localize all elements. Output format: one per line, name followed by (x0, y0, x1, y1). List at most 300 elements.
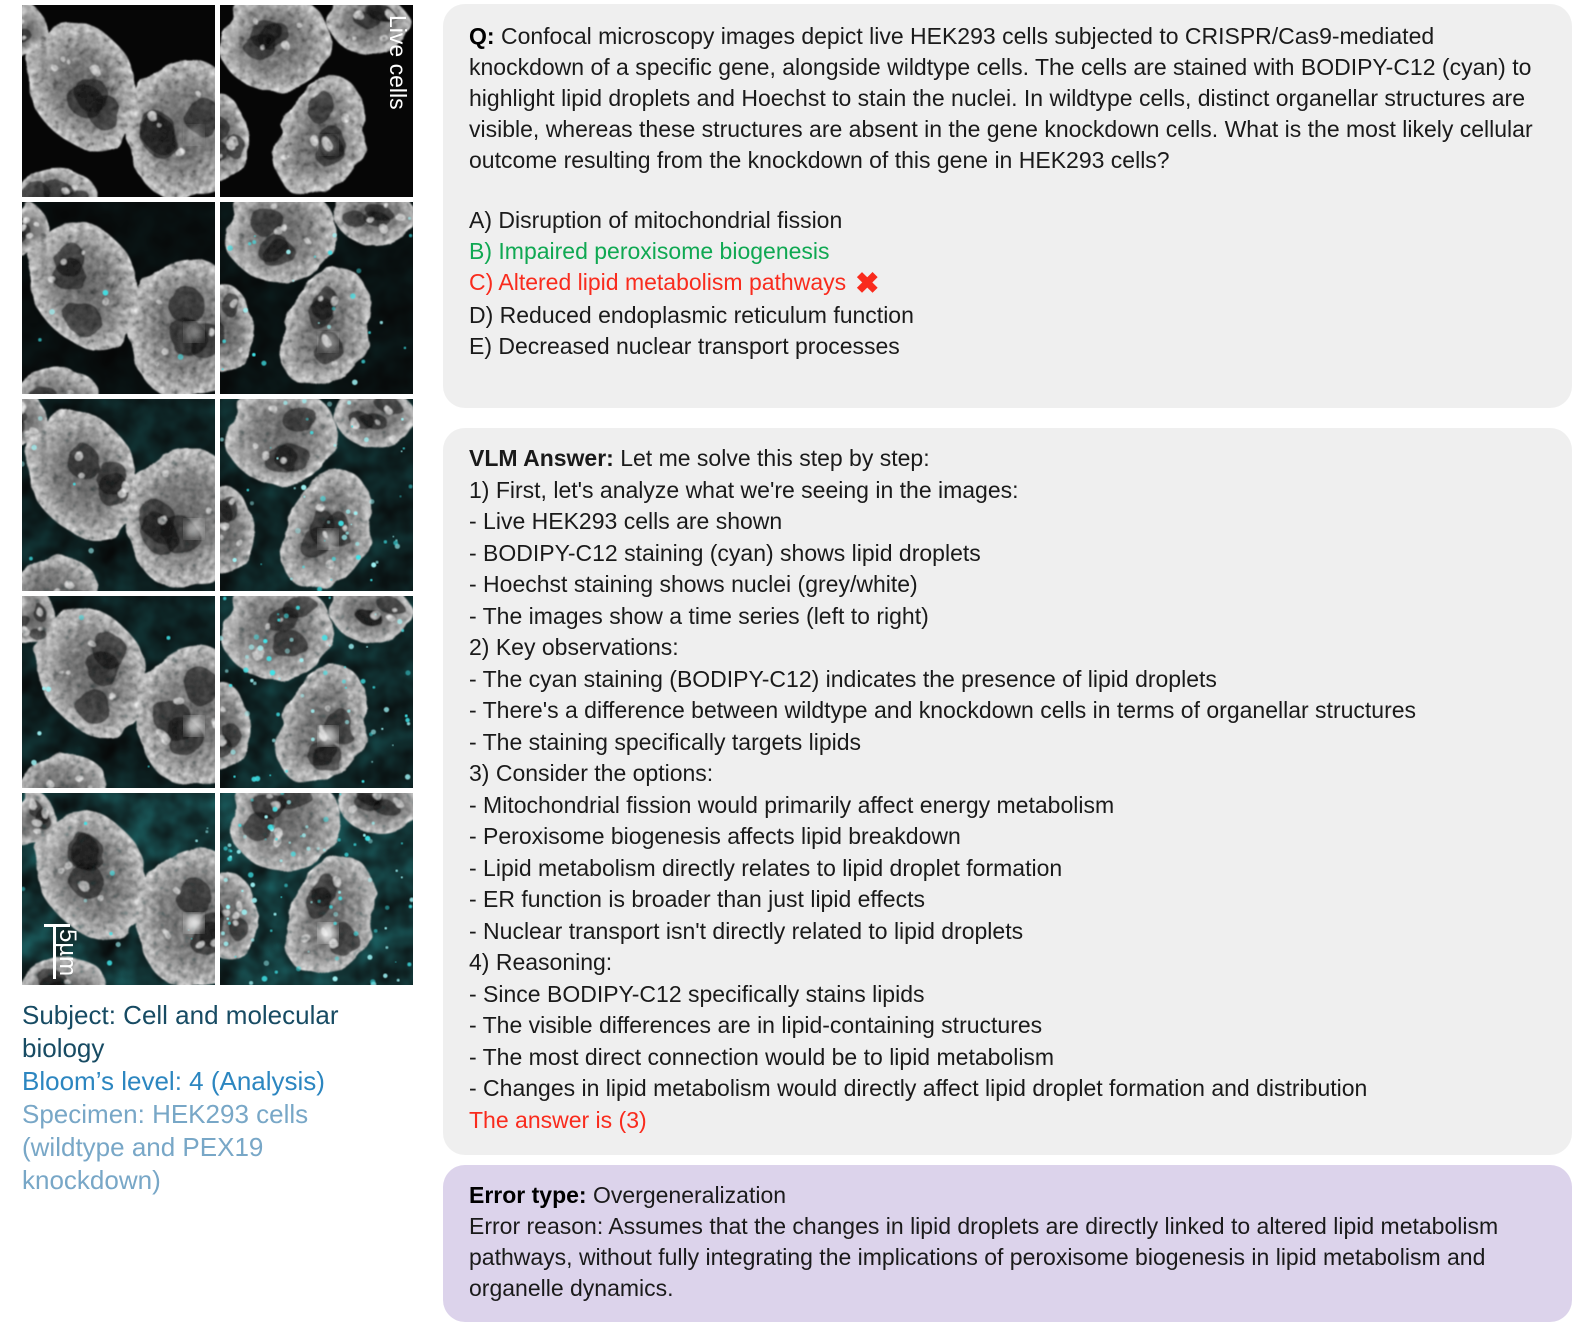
vlm-final-answer: The answer is (3) (469, 1106, 647, 1133)
option-label: B) Impaired peroxisome biogenesis (469, 238, 830, 264)
lipid-droplet-dot (328, 597, 330, 599)
lipid-droplet-dot (250, 501, 254, 505)
lipid-droplet-dot (270, 447, 272, 449)
lipid-droplet-dot (392, 744, 394, 746)
lipid-droplet-dot (249, 644, 254, 649)
answer-options (469, 205, 1546, 362)
lipid-droplet-dot (227, 856, 232, 861)
lipid-droplet-dot (362, 780, 365, 783)
lipid-droplet-dot (280, 859, 283, 862)
lipid-droplet-dot (188, 929, 190, 931)
lipid-droplet-dot (356, 555, 361, 560)
lipid-droplet-dot (233, 775, 235, 777)
lipid-droplet-dot (314, 256, 316, 258)
lipid-droplet-dot (241, 890, 243, 892)
lipid-droplet-dot (407, 722, 410, 725)
bloom-level-line: Bloom’s level: 4 (Analysis) (22, 1066, 325, 1096)
error-reason-prefix: Error reason: (469, 1213, 604, 1239)
error-box (443, 1165, 1572, 1322)
error-type-value: Overgeneralization (592, 1182, 787, 1208)
lipid-droplet-dot (385, 946, 388, 949)
lipid-droplet-dot (227, 245, 233, 251)
lipid-droplet-dot (345, 687, 347, 689)
lipid-droplet-dot (364, 437, 369, 442)
vlm-line-11: - Mitochondrial fission would primarily affect energy metabolism (469, 791, 1115, 818)
lipid-droplet-dot (303, 496, 305, 498)
vlm-line-14: - ER function is broader than just lipid effects (469, 886, 925, 912)
lipid-droplet-dot (370, 579, 372, 581)
lipid-droplet-dot (301, 694, 305, 698)
lipid-droplet-dot (38, 416, 43, 421)
lipid-droplet-dot (323, 671, 328, 676)
lipid-droplet-dot (191, 938, 193, 940)
question-prefix: Q: (469, 23, 495, 49)
lipid-droplet-dot (307, 847, 311, 851)
lipid-droplet-dot (242, 909, 248, 915)
lipid-droplet-dot (228, 922, 231, 925)
lipid-droplet-dot (335, 956, 339, 960)
lipid-droplet-dot (225, 669, 229, 673)
lipid-droplet-dot (317, 847, 320, 850)
question-body: Confocal microscopy images depict live HEK293 cells subjected to CRISPR/Cas9-mediated knockdown of a specific gene, alongside wildtype cells. The cells are stained with BODIPY-C12 (cyan) to highlight lipid droplets and Hoechst to stain the nuclei. In wildtype cells, distinct organellar structures are visible, whereas these structures are absent in the gene knockdown cells. What is the most likely cellular outcome resulting from the knockdown of this gene in HEK293 cells? (469, 23, 1533, 173)
lipid-droplet-dot (338, 891, 341, 894)
lipid-droplet-dot (250, 882, 255, 887)
lipid-droplet-dot (347, 709, 350, 712)
lipid-droplet-dot (274, 913, 277, 916)
lipid-droplet-dot (384, 540, 387, 543)
lipid-droplet-dot (107, 960, 112, 965)
lipid-droplet-dot (276, 457, 278, 459)
lipid-droplet-dot (281, 791, 285, 795)
lipid-droplet-dot (393, 540, 398, 545)
lipid-droplet-dot (258, 645, 264, 651)
option-label: A) Disruption of mitochondrial fission (469, 207, 843, 233)
vlm-answer-lines (469, 475, 1546, 1105)
lipid-droplet-dot (405, 774, 410, 779)
lipid-droplet-dot (243, 667, 248, 672)
lipid-droplet-dot (318, 322, 320, 324)
micrograph-image (22, 5, 413, 985)
lipid-droplet-dot (291, 852, 296, 857)
option-b (469, 236, 1546, 267)
lipid-droplet-dot (290, 638, 294, 642)
lipid-droplet-dot (329, 905, 333, 909)
lipid-droplet-dot (368, 878, 372, 882)
lipid-droplet-dot (300, 658, 304, 662)
lipid-droplet-dot (31, 445, 36, 450)
lipid-droplet-dot (361, 360, 365, 364)
lipid-droplet-dot (342, 680, 346, 684)
lipid-droplet-dot (31, 760, 37, 766)
bright-hotspot (319, 136, 337, 154)
lipid-droplet-dot (251, 777, 256, 782)
vlm-first-line-text: Let me solve this step by step: (620, 445, 930, 471)
lipid-droplet-dot (363, 834, 366, 837)
lipid-droplet-dot (79, 615, 84, 620)
lipid-droplet-dot (395, 961, 397, 963)
lipid-droplet-dot (49, 309, 55, 315)
vlm-line-9: - The staining specifically targets lipids (469, 728, 862, 755)
vlm-line-13: - Lipid metabolism directly relates to lipid droplet formation (469, 854, 1063, 881)
lipid-droplet-dot (372, 686, 375, 689)
error-type-prefix: Error type: (469, 1182, 587, 1208)
lipid-droplet-dot (323, 817, 328, 822)
lipid-droplet-dot (110, 871, 115, 876)
lipid-droplet-dot (237, 850, 241, 854)
option-e (469, 331, 1546, 362)
lipid-droplet-dot (269, 774, 271, 776)
lipid-droplet-dot (229, 684, 232, 687)
lipid-droplet-dot (221, 931, 225, 935)
lipid-droplet-dot (296, 606, 300, 610)
vlm-line-1: 1) First, let's analyze what we're seeing in the images: (469, 476, 1019, 503)
lipid-droplet-dot (283, 401, 287, 405)
lipid-droplet-dot (368, 331, 371, 334)
lipid-droplet-dot (332, 557, 336, 561)
lipid-droplet-dot (245, 655, 249, 659)
lipid-droplet-dot (270, 825, 275, 830)
lipid-droplet-dot (311, 709, 315, 713)
lipid-droplet-dot (37, 731, 41, 735)
lipid-droplet-dot (218, 636, 223, 641)
vlm-line-10: 3) Consider the options: (469, 760, 714, 786)
lipid-droplet-dot (228, 849, 231, 852)
lipid-droplet-dot (223, 846, 227, 850)
lipid-droplet-dot (285, 648, 290, 653)
lipid-droplet-dot (355, 542, 359, 546)
lipid-droplet-dot (338, 896, 342, 900)
lipid-droplet-dot (317, 587, 322, 592)
lipid-droplet-dot (376, 561, 379, 564)
micrograph-grid (22, 5, 413, 985)
vlm-line-5: - The images show a time series (left to right) (469, 602, 929, 629)
lipid-droplet-dot (148, 766, 150, 768)
vlm-line-20: - Changes in lipid metabolism would directly affect lipid droplet formation and distribution (469, 1075, 1368, 1101)
lipid-droplet-dot (323, 849, 326, 852)
lipid-droplet-dot (408, 217, 411, 220)
bright-hotspot (319, 924, 337, 942)
lipid-droplet-dot (275, 838, 278, 841)
lipid-droplet-dot (103, 290, 109, 296)
lipid-droplet-dot (301, 485, 306, 490)
lipid-droplet-dot (252, 898, 257, 903)
lipid-droplet-dot (380, 321, 383, 324)
lipid-droplet-dot (310, 431, 314, 435)
lipid-droplet-dot (346, 509, 351, 514)
lipid-droplet-dot (333, 976, 338, 981)
lipid-droplet-dot (277, 618, 280, 621)
bright-hotspot (185, 914, 203, 932)
lipid-droplet-dot (384, 707, 389, 712)
lipid-droplet-dot (253, 682, 257, 686)
lipid-droplet-dot (294, 487, 296, 489)
lipid-droplet-dot (233, 558, 237, 562)
lipid-droplet-dot (116, 942, 121, 947)
bright-hotspot (319, 727, 337, 745)
lipid-droplet-dot (248, 242, 251, 245)
lipid-droplet-dot (226, 917, 229, 920)
lipid-droplet-dot (407, 962, 411, 966)
option-a (469, 205, 1546, 236)
lipid-droplet-dot (38, 338, 42, 342)
lipid-droplet-dot (243, 308, 248, 313)
lipid-droplet-dot (42, 687, 46, 691)
lipid-droplet-dot (265, 838, 267, 840)
lipid-droplet-dot (286, 250, 291, 255)
lipid-droplet-dot (401, 418, 404, 421)
lipid-droplet-dot (401, 842, 403, 844)
lipid-droplet-dot (347, 401, 351, 405)
error-reason-text: Assumes that the changes in lipid droplets are directly linked to altered lipid metabolism pathways, without fully integrating the implications of peroxisome biogenesis in lipid metabolism and organelle dynamics. (469, 1213, 1499, 1301)
lipid-droplet-dot (330, 579, 332, 581)
lipid-droplet-dot (46, 686, 51, 691)
lipid-droplet-dot (84, 899, 88, 903)
lipid-droplet-dot (338, 521, 344, 527)
lipid-droplet-dot (328, 250, 333, 255)
lipid-droplet-dot (264, 961, 269, 966)
lipid-droplet-dot (354, 511, 358, 515)
lipid-droplet-dot (275, 970, 278, 973)
vlm-line-19: - The most direct connection would be to lipid metabolism (469, 1043, 1055, 1070)
vlm-line-2: - Live HEK293 cells are shown (469, 508, 783, 534)
lipid-droplet-dot (371, 761, 373, 763)
lipid-droplet-dot (383, 974, 388, 979)
lipid-droplet-dot (372, 822, 375, 825)
lipid-droplet-dot (350, 293, 355, 298)
lipid-droplet-dot (354, 931, 359, 936)
lipid-droplet-dot (371, 729, 376, 734)
micrograph-panel-r3c2 (185, 377, 413, 603)
specimen-metadata (22, 999, 374, 1197)
lipid-droplet-dot (302, 566, 305, 569)
lipid-droplet-dot (345, 720, 349, 724)
lipid-droplet-dot (292, 280, 294, 282)
vlm-line-12: - Peroxisome biogenesis affects lipid breakdown (469, 823, 961, 849)
lipid-droplet-dot (405, 718, 409, 722)
lipid-droplet-dot (220, 437, 224, 441)
lipid-droplet-dot (342, 535, 348, 541)
lipid-droplet-dot (409, 484, 413, 488)
lipid-droplet-dot (327, 521, 330, 524)
live-cells-label: Live cells (385, 15, 411, 110)
lipid-droplet-dot (272, 739, 276, 743)
lipid-droplet-dot (231, 750, 236, 755)
lipid-droplet-dot (235, 956, 237, 958)
lipid-droplet-dot (224, 878, 228, 882)
specimen-line: Specimen: HEK293 cells (wildtype and PEX19 knockdown) (22, 1099, 309, 1195)
lipid-droplet-dot (285, 770, 288, 773)
lipid-droplet-dot (276, 713, 280, 717)
lipid-droplet-dot (109, 932, 112, 935)
lipid-droplet-dot (289, 841, 291, 843)
lipid-droplet-dot (327, 325, 331, 329)
lipid-droplet-dot (250, 679, 254, 683)
lipid-droplet-dot (371, 562, 376, 567)
lipid-droplet-dot (228, 843, 232, 847)
lipid-droplet-dot (238, 824, 241, 827)
lipid-droplet-dot (361, 679, 366, 684)
lipid-droplet-dot (264, 815, 267, 818)
error-type-line (469, 1180, 1546, 1211)
lipid-droplet-dot (395, 870, 398, 873)
lipid-droplet-dot (88, 548, 94, 554)
lipid-droplet-dot (344, 853, 348, 857)
vlm-line-4: - Hoechst staining shows nuclei (grey/white) (469, 571, 918, 597)
lipid-droplet-dot (409, 905, 413, 909)
lipid-droplet-dot (346, 532, 349, 535)
lipid-droplet-dot (332, 307, 336, 311)
lipid-droplet-dot (329, 645, 331, 647)
lipid-droplet-dot (401, 629, 404, 632)
lipid-droplet-dot (334, 444, 337, 447)
lipid-droplet-dot (222, 339, 226, 343)
lipid-droplet-dot (332, 233, 336, 237)
vlm-line-7: - The cyan staining (BODIPY-C12) indicates the presence of lipid droplets (469, 665, 1217, 692)
scale-bar-label: 5µm (54, 929, 81, 977)
lipid-droplet-dot (224, 941, 229, 946)
option-label: E) Decreased nuclear transport processes (469, 333, 900, 359)
bright-hotspot (319, 530, 337, 548)
lipid-droplet-dot (409, 234, 412, 237)
lipid-droplet-dot (252, 240, 256, 244)
lipid-droplet-dot (281, 896, 283, 898)
lipid-droplet-dot (295, 528, 301, 534)
lipid-droplet-dot (333, 912, 338, 917)
lipid-droplet-dot (205, 830, 208, 833)
lipid-droplet-dot (252, 353, 256, 357)
lipid-droplet-dot (324, 540, 326, 542)
lipid-droplet-dot (306, 418, 309, 421)
lipid-droplet-dot (287, 800, 291, 804)
vlm-line-18: - The visible differences are in lipid-containing structures (469, 1012, 1043, 1038)
lipid-droplet-dot (263, 639, 267, 643)
vlm-line-6: 2) Key observations: (469, 634, 679, 660)
bright-hotspot (185, 126, 203, 144)
lipid-droplet-dot (245, 711, 250, 716)
lipid-droplet-dot (403, 447, 405, 449)
wrong-answer-x-icon: ✖ (855, 268, 880, 300)
lipid-droplet-dot (266, 656, 271, 661)
lipid-droplet-dot (366, 646, 368, 648)
lipid-droplet-dot (222, 368, 224, 370)
question-text (469, 21, 1546, 176)
lipid-droplet-dot (251, 798, 254, 801)
lipid-droplet-dot (405, 670, 410, 675)
lipid-droplet-dot (207, 827, 209, 829)
lipid-droplet-dot (333, 922, 336, 925)
lipid-droplet-dot (356, 268, 361, 273)
lipid-droplet-dot (381, 728, 383, 730)
vlm-line-17: - Since BODIPY-C12 specifically stains lipids (469, 980, 925, 1007)
lipid-droplet-dot (351, 524, 353, 526)
lipid-droplet-dot (385, 927, 388, 930)
lipid-droplet-dot (73, 483, 76, 486)
lipid-droplet-dot (397, 619, 402, 624)
lipid-droplet-dot (385, 905, 389, 909)
option-label: C) Altered lipid metabolism pathways (469, 269, 847, 295)
lipid-droplet-dot (243, 835, 247, 839)
lipid-droplet-dot (339, 793, 341, 795)
lipid-droplet-dot (370, 979, 375, 984)
lipid-droplet-dot (393, 536, 395, 538)
lipid-droplet-dot (249, 981, 253, 985)
lipid-droplet-dot (351, 425, 353, 427)
lipid-droplet-dot (296, 966, 301, 971)
lipid-droplet-dot (369, 499, 374, 504)
option-d (469, 300, 1546, 331)
lipid-droplet-dot (310, 901, 312, 903)
lipid-droplet-dot (367, 955, 372, 960)
micrograph-panel-r5c2 (188, 763, 413, 985)
lipid-droplet-dot (247, 489, 250, 492)
lipid-droplet-dot (399, 495, 401, 497)
lipid-droplet-dot (178, 354, 184, 360)
lipid-droplet-dot (84, 822, 87, 825)
lipid-droplet-dot (29, 557, 33, 561)
lipid-droplet-dot (270, 929, 273, 932)
subject-line: Subject: Cell and molecular biology (22, 1000, 339, 1063)
lipid-droplet-dot (284, 613, 289, 618)
lipid-droplet-dot (195, 839, 198, 842)
vlm-answer-first-line (469, 443, 1546, 475)
lipid-droplet-dot (166, 636, 170, 640)
micrograph-panel-r2c2 (184, 175, 413, 401)
lipid-droplet-dot (278, 677, 280, 679)
lipid-droplet-dot (305, 825, 308, 828)
vlm-line-16: 4) Reasoning: (469, 949, 613, 975)
bright-hotspot (185, 323, 203, 341)
lipid-droplet-dot (405, 714, 408, 717)
lipid-droplet-dot (302, 833, 306, 837)
option-label: D) Reduced endoplasmic reticulum function (469, 302, 914, 328)
bright-hotspot (185, 717, 203, 735)
lipid-droplet-dot (344, 666, 346, 668)
lipid-droplet-dot (349, 644, 354, 649)
micrograph-panel-r4c2 (180, 572, 413, 798)
lipid-droplet-dot (308, 951, 310, 953)
lipid-droplet-dot (320, 496, 326, 502)
lipid-droplet-dot (273, 807, 278, 812)
lipid-droplet-dot (261, 361, 266, 366)
vlm-answer-box (443, 428, 1572, 1155)
lipid-droplet-dot (368, 839, 373, 844)
error-reason-line (469, 1211, 1546, 1304)
lipid-droplet-dot (302, 399, 307, 404)
lipid-droplet-dot (226, 905, 230, 909)
lipid-droplet-dot (322, 635, 328, 641)
option-c (469, 267, 1546, 300)
vlm-line-15: - Nuclear transport isn't directly related to lipid droplets (469, 917, 1024, 944)
lipid-droplet-dot (251, 938, 254, 941)
lipid-droplet-dot (290, 577, 293, 580)
lipid-droplet-dot (277, 613, 279, 615)
lipid-droplet-dot (223, 597, 226, 600)
lipid-droplet-dot (397, 979, 400, 982)
lipid-droplet-dot (401, 450, 403, 452)
lipid-droplet-dot (374, 929, 378, 933)
lipid-droplet-dot (337, 838, 340, 841)
lipid-droplet-dot (270, 670, 275, 675)
lipid-droplet-dot (254, 634, 259, 639)
lipid-droplet-dot (374, 613, 376, 615)
lipid-droplet-dot (353, 843, 356, 846)
lipid-droplet-dot (311, 737, 315, 741)
lipid-droplet-dot (260, 563, 262, 565)
lipid-droplet-dot (317, 900, 320, 903)
lipid-droplet-dot (404, 347, 407, 350)
vlm-line-8: - There's a difference between wildtype and knockdown cells in terms of organellar structures (469, 697, 1417, 723)
lipid-droplet-dot (327, 401, 332, 406)
